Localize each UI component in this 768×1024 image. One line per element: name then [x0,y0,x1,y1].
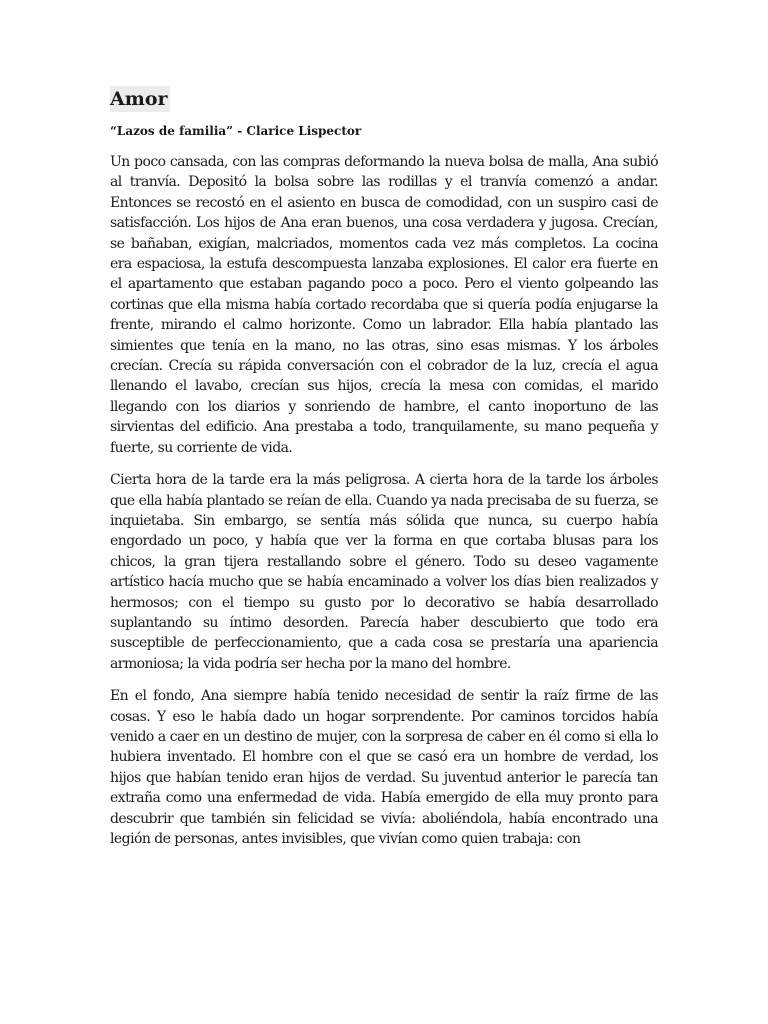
paragraph-2: Cierta hora de la tarde era la más peligrosa. A cierta hora de la tarde los árboles que ella había plantado se reían de ella. Cuando ya nada precisaba de su fuerza, se inquietaba. Sin embargo, se sentía más sólida que nunca, su cuerpo había engordado un poco, y había que ver la forma en que cortaba blusas para los chicos, la gran tijera restallando sobre el género. Todo su deseo vagamente artístico hacía mucho que se había encaminado a volver los días bien realizados y hermosos; con el tiempo su gusto por lo decorativo se había desarrollado suplantando su íntimo desorden. Parecía haber descubierto que todo era susceptible de perfeccionamiento, que a cada cosa se prestaría una apariencia armoniosa; la vida podría ser hecha por la mano del hombre. [110,472,658,672]
document-title: Amor [110,88,168,110]
paragraph-1: Un poco cansada, con las compras deformando la nueva bolsa de malla, Ana subió al tranvía. Depositó la bolsa sobre las rodillas y el tranvía comenzó a andar. Entonces se recostó en el asiento en busca de comodidad, con un suspiro casi de satisfacción. Los hijos de Ana eran buenos, una cosa verdadera y jugosa. Crecían, se bañaban, exigían, malcriados, momentos cada vez más completos. La cocina era espaciosa, la estufa descompuesta lanzaba explosiones. El calor era fuerte en el apartamento que estaban pagando poco a poco. Pero el viento golpeando las cortinas que ella misma había cortado recordaba que si quería podía enjugarse la frente, mirando el calmo horizonte. Como un labrador. Ella había plantado las simientes que tenía en la mano, no las otras, sino esas mismas. Y los árboles crecían. Crecía su rápida conversación con el cobrador de la luz, crecía el agua llenando el lavabo, crecían sus hijos, crecía la mesa con comidas, el marido llegando con los diarios y sonriendo de hambre, el canto inoportuno de las sirvientas del edificio. Ana prestaba a todo, tranquilamente, su mano pequeña y fuerte, su corriente de vida. [110,154,658,456]
document-subtitle: “Lazos de familia” - Clarice Lispector [110,124,362,138]
paragraph-3: En el fondo, Ana siempre había tenido necesidad de sentir la raíz firme de las cosas. Y eso le había dado un hogar sorprendente. Por caminos torcidos había venido a caer en un destino de mujer, con la sorpresa de caber en él como si ella lo hubiera inventado. El hombre con el que se casó era un hombre de verdad, los hijos que habían tenido eran hijos de verdad. Su juventud anterior le parecía tan extraña como una enfermedad de vida. Había emergido de ella muy pronto para descubrir que también sin felicidad se vivía: aboliéndola, había encontrado una legión de personas, antes invisibles, que vivían como quien trabaja: con [110,688,658,847]
document-page [110,86,658,861]
